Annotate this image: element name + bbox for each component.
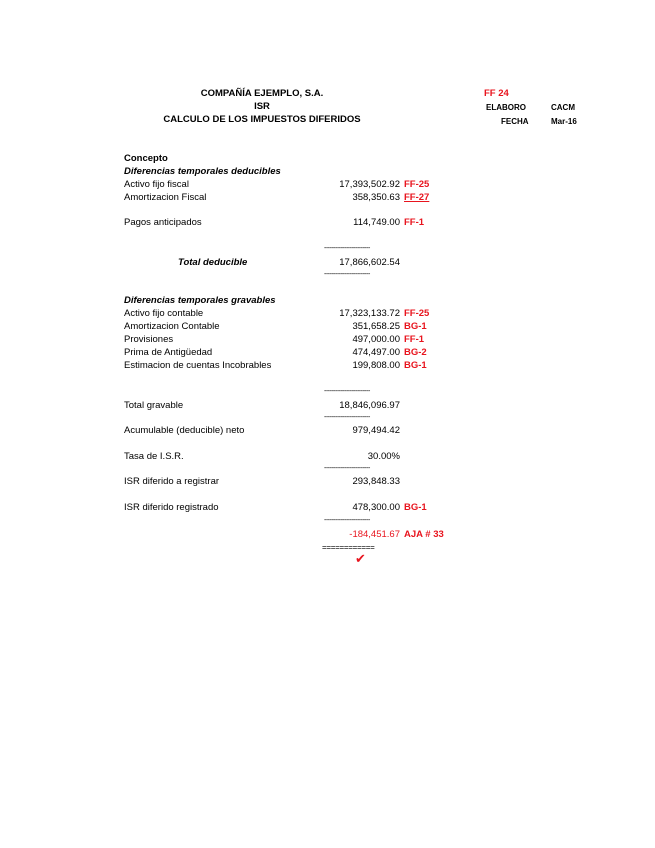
total-deducible-value: 17,866,602.54 bbox=[339, 257, 400, 268]
concepto-label: Concepto bbox=[124, 153, 168, 164]
row-reference: FF-1 bbox=[404, 217, 425, 228]
page-title: CALCULO DE LOS IMPUESTOS DIFERIDOS bbox=[163, 114, 361, 125]
report-subject: ISR bbox=[254, 101, 270, 112]
separator-line: ------------------------- bbox=[324, 465, 370, 472]
total-gravable-label: Total gravable bbox=[124, 400, 184, 411]
separator-line: ------------------------- bbox=[324, 271, 370, 278]
row-value: 17,393,502.92 bbox=[339, 179, 400, 190]
acumulable-value: 979,494.42 bbox=[352, 425, 400, 436]
separator-line: ------------------------- bbox=[324, 517, 370, 524]
row-value: 199,808.00 bbox=[352, 360, 400, 371]
check-icon: ✔ bbox=[355, 551, 366, 566]
company-name: COMPAÑÍA EJEMPLO, S.A. bbox=[200, 88, 324, 99]
row-reference: FF-25 bbox=[404, 308, 430, 319]
row-label: Amortizacion Fiscal bbox=[124, 192, 207, 203]
registrado-reference: BG-1 bbox=[404, 502, 427, 513]
elaboro-value: CACM bbox=[551, 103, 575, 112]
separator-line: ------------------------- bbox=[324, 245, 370, 252]
row-reference: BG-1 bbox=[404, 321, 427, 332]
row-label: Estimacion de cuentas Incobrables bbox=[124, 360, 272, 371]
row-value: 114,749.00 bbox=[353, 217, 400, 228]
row-reference: BG-1 bbox=[404, 360, 427, 371]
fecha-value: Mar-16 bbox=[551, 117, 577, 126]
diferencia-value: -184,451.67 bbox=[349, 529, 400, 540]
tasa-value: 30.00% bbox=[367, 451, 400, 462]
row-value: 358,350.63 bbox=[352, 192, 400, 203]
separator-line: ------------------------- bbox=[324, 388, 370, 395]
row-value: 17,323,133.72 bbox=[339, 308, 400, 319]
total-gravable-value: 18,846,096.97 bbox=[339, 400, 400, 411]
row-label: Amortizacion Contable bbox=[124, 321, 220, 332]
diferencia-reference: AJA # 33 bbox=[404, 529, 444, 540]
row-label: Activo fijo contable bbox=[124, 308, 204, 319]
acumulable-label: Acumulable (deducible) neto bbox=[124, 425, 245, 436]
row-label: Provisiones bbox=[124, 334, 174, 345]
row-value: 474,497.00 bbox=[352, 347, 400, 358]
total-deducible-label: Total deducible bbox=[178, 257, 248, 268]
separator-line: ------------------------- bbox=[324, 414, 370, 421]
row-reference: BG-2 bbox=[404, 347, 427, 358]
row-label: Activo fijo fiscal bbox=[124, 179, 189, 190]
row-label: Prima de Antigüedad bbox=[124, 347, 213, 358]
row-reference: FF-25 bbox=[404, 179, 430, 190]
deducibles-heading: Diferencias temporales deducibles bbox=[124, 166, 281, 177]
row-reference: FF-1 bbox=[404, 334, 425, 345]
row-value: 351,658.25 bbox=[352, 321, 400, 332]
elaboro-label: ELABORO bbox=[486, 103, 526, 112]
row-label: Pagos anticipados bbox=[124, 217, 202, 228]
registrado-label: ISR diferido registrado bbox=[124, 502, 219, 513]
diferido-label: ISR diferido a registrar bbox=[124, 476, 220, 487]
tasa-label: Tasa de I.S.R. bbox=[124, 451, 184, 462]
fecha-label: FECHA bbox=[501, 117, 529, 126]
diferido-value: 293,848.33 bbox=[352, 476, 400, 487]
row-value: 497,000.00 bbox=[352, 334, 400, 345]
sheet-reference: FF 24 bbox=[484, 88, 509, 99]
row-reference: FF-27 bbox=[404, 192, 430, 203]
registrado-value: 478,300.00 bbox=[352, 502, 400, 513]
gravables-heading: Diferencias temporales gravables bbox=[124, 295, 276, 306]
double-underline: ============ bbox=[322, 543, 375, 552]
